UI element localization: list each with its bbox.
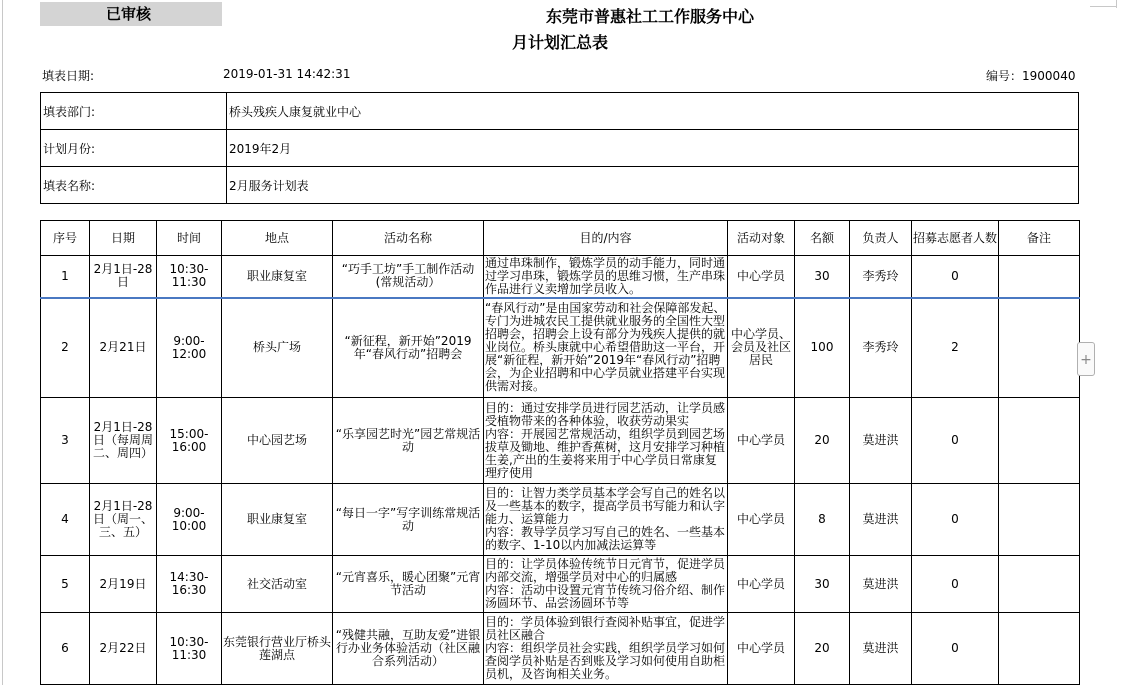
row-activity: “巧手工坊”手工制作活动(常规活动）: [333, 256, 484, 298]
row-remark: [999, 256, 1080, 298]
row-place: 桥头广场: [222, 298, 333, 398]
row-quota: 20: [795, 398, 850, 484]
row-quota: 30: [795, 556, 850, 613]
row-time: 14:30-16:30: [157, 556, 222, 613]
row-quota: 20: [795, 613, 850, 685]
serial-value: 1900040: [1022, 69, 1076, 83]
table-row[interactable]: [41, 484, 1080, 556]
row-volunteers: 0: [912, 256, 999, 298]
row-date: 2月1日-28日（每周周二、周四）: [90, 398, 157, 484]
column-header: 名额: [795, 221, 850, 256]
info-label: 填表名称:: [41, 167, 227, 204]
row-content: [484, 484, 728, 556]
row-leader: 莫进洪: [850, 484, 912, 556]
row-number: 6: [41, 613, 90, 685]
row-time: 9:00-10:00: [157, 484, 222, 556]
row-content: [484, 613, 728, 685]
row-volunteers: 0: [912, 613, 999, 685]
row-time: 10:30-11:30: [157, 256, 222, 298]
plan-table: [40, 220, 1080, 685]
row-remark: [999, 556, 1080, 613]
page-edge: [2, 0, 3, 685]
row-place: 职业康复室: [222, 256, 333, 298]
row-remark: [999, 484, 1080, 556]
row-leader: 莫进洪: [850, 556, 912, 613]
row-date: 2月22日: [90, 613, 157, 685]
row-target: 中心学员、会员及社区居民: [728, 298, 795, 398]
column-header: 地点: [222, 221, 333, 256]
row-target: 中心学员: [728, 556, 795, 613]
content-paragraph: 通过串珠制作，锻炼学员的动手能力，同时通过学习串珠，锻炼学员的思维习惯，生产串珠作品进行义卖增加学员收入。: [485, 255, 726, 296]
report-title: 月计划汇总表: [511, 33, 608, 52]
row-activity: “新征程，新开始”2019年“春风行动”招聘会: [333, 298, 484, 398]
row-activity: “乐享园艺时光”园艺常规活动: [333, 398, 484, 484]
table-row[interactable]: [41, 613, 1080, 685]
column-header: 时间: [157, 221, 222, 256]
page-edge: [1090, 6, 1117, 7]
content-paragraph: 目的：让学员体验传统节日元宵节，促进学员内部交流，增强学员对中心的归属感: [485, 557, 726, 584]
row-volunteers: 0: [912, 556, 999, 613]
info-row: [41, 167, 1079, 204]
row-leader: 李秀玲: [850, 256, 912, 298]
column-header: 备注: [999, 221, 1080, 256]
info-value: 2019年2月: [227, 130, 1079, 167]
status-badge: 已审核: [40, 2, 222, 26]
content-paragraph: 内容：组织学员社会实践，组织学员学习如何查阅学员补贴是否到账及学习如何使用自助柜员机，及咨询相关业务。: [485, 641, 726, 681]
row-place: 职业康复室: [222, 484, 333, 556]
row-content: [484, 398, 728, 484]
table-row[interactable]: [41, 556, 1080, 613]
table-row[interactable]: [41, 256, 1080, 298]
column-header: 负责人: [850, 221, 912, 256]
info-row: [41, 93, 1079, 130]
row-date: 2月21日: [90, 298, 157, 398]
column-header: 活动名称: [333, 221, 484, 256]
column-header: 序号: [41, 221, 90, 256]
table-header-row: [41, 221, 1080, 256]
row-date: 2月19日: [90, 556, 157, 613]
row-content: [484, 256, 728, 298]
info-label: 填表部门:: [41, 93, 227, 130]
row-activity: “每日一字”写字训练常规活动: [333, 484, 484, 556]
row-date: 2月1日-28日: [90, 256, 157, 298]
row-activity: “残健共融，互助友爱”进银行办业务体验活动（社区融合系列活动）: [333, 613, 484, 685]
fill-date-label: 填表日期:: [42, 69, 95, 83]
row-leader: 李秀玲: [850, 298, 912, 398]
row-volunteers: 2: [912, 298, 999, 398]
column-header: 活动对象: [728, 221, 795, 256]
content-paragraph: 内容：开展园艺常规活动，组织学员到园艺场拔草及锄地、维护香蕉树，这月安排学习种植生姜,产出的生姜将来用于中心学员日常康复理疗使用: [485, 426, 726, 480]
row-place: 东莞银行营业厅桥头莲湖点: [222, 613, 333, 685]
row-number: 5: [41, 556, 90, 613]
row-activity: “元宵喜乐，暖心团聚”元宵节活动: [333, 556, 484, 613]
fill-date-value: 2019-01-31 14:42:31: [223, 67, 351, 81]
row-number: 3: [41, 398, 90, 484]
row-number: 4: [41, 484, 90, 556]
row-number: 2: [41, 298, 90, 398]
column-header: 招募志愿者人数: [912, 221, 999, 256]
content-paragraph: “春风行动”是由国家劳动和社会保障部发起、专门为进城农民工提供就业服务的全国性大型招聘会，招聘会上设有部分为残疾人提供的就业岗位。桥头康就中心希望借助这一平台，开展“新征程，新开始”2019年“春风行动”招聘会，为企业招聘和中心学员就业搭建平台实现供需对接。: [485, 301, 726, 394]
table-row[interactable]: [41, 298, 1080, 398]
row-place: 社交活动室: [222, 556, 333, 613]
row-content: [484, 298, 728, 398]
row-leader: 莫进洪: [850, 398, 912, 484]
row-quota: 100: [795, 298, 850, 398]
content-paragraph: 内容：活动中设置元宵节传统习俗介绍、制作汤圆环节、品尝汤圆环节等: [485, 583, 726, 610]
table-row[interactable]: [41, 398, 1080, 484]
row-place: 中心园艺场: [222, 398, 333, 484]
row-number: 1: [41, 256, 90, 298]
row-volunteers: 0: [912, 484, 999, 556]
row-content: [484, 556, 728, 613]
row-date: 2月1日-28日（周一、三、五）: [90, 484, 157, 556]
serial-label: 编号：: [986, 69, 1023, 83]
org-title: 东莞市普惠社工工作服务中心: [545, 7, 754, 26]
row-time: 15:00-16:00: [157, 398, 222, 484]
info-value: 2月服务计划表: [227, 167, 1079, 204]
add-row-button[interactable]: +: [1077, 342, 1095, 376]
info-row: [41, 130, 1079, 167]
row-leader: 莫进洪: [850, 613, 912, 685]
row-target: 中心学员: [728, 484, 795, 556]
row-time: 9:00-12:00: [157, 298, 222, 398]
content-paragraph: 目的：让智力类学员基本学会写自己的姓名以及一些基本的数字，提高学员书写能力和认字能力、运算能力: [485, 486, 726, 526]
column-header: 目的/内容: [484, 221, 728, 256]
row-remark: [999, 398, 1080, 484]
info-table: [40, 92, 1079, 204]
content-paragraph: 目的：学员体验到银行查阅补贴事宜，促进学员社区融合: [485, 615, 726, 642]
row-time: 10:30-11:30: [157, 613, 222, 685]
row-volunteers: 0: [912, 398, 999, 484]
row-remark: [999, 298, 1080, 398]
content-paragraph: 内容：教导学员学习写自己的姓名、一些基本的数字、1-10以内加减法运算等: [485, 525, 726, 552]
row-target: 中心学员: [728, 398, 795, 484]
row-quota: 8: [795, 484, 850, 556]
row-target: 中心学员: [728, 613, 795, 685]
info-value: 桥头残疾人康复就业中心: [227, 93, 1079, 130]
column-header: 日期: [90, 221, 157, 256]
row-quota: 30: [795, 256, 850, 298]
row-remark: [999, 613, 1080, 685]
serial-number: [986, 67, 1075, 84]
row-target: 中心学员: [728, 256, 795, 298]
info-label: 计划月份:: [41, 130, 227, 167]
content-paragraph: 目的：通过安排学员进行园艺活动，让学员感受植物带来的各种体验，收获劳动果实: [485, 400, 726, 428]
